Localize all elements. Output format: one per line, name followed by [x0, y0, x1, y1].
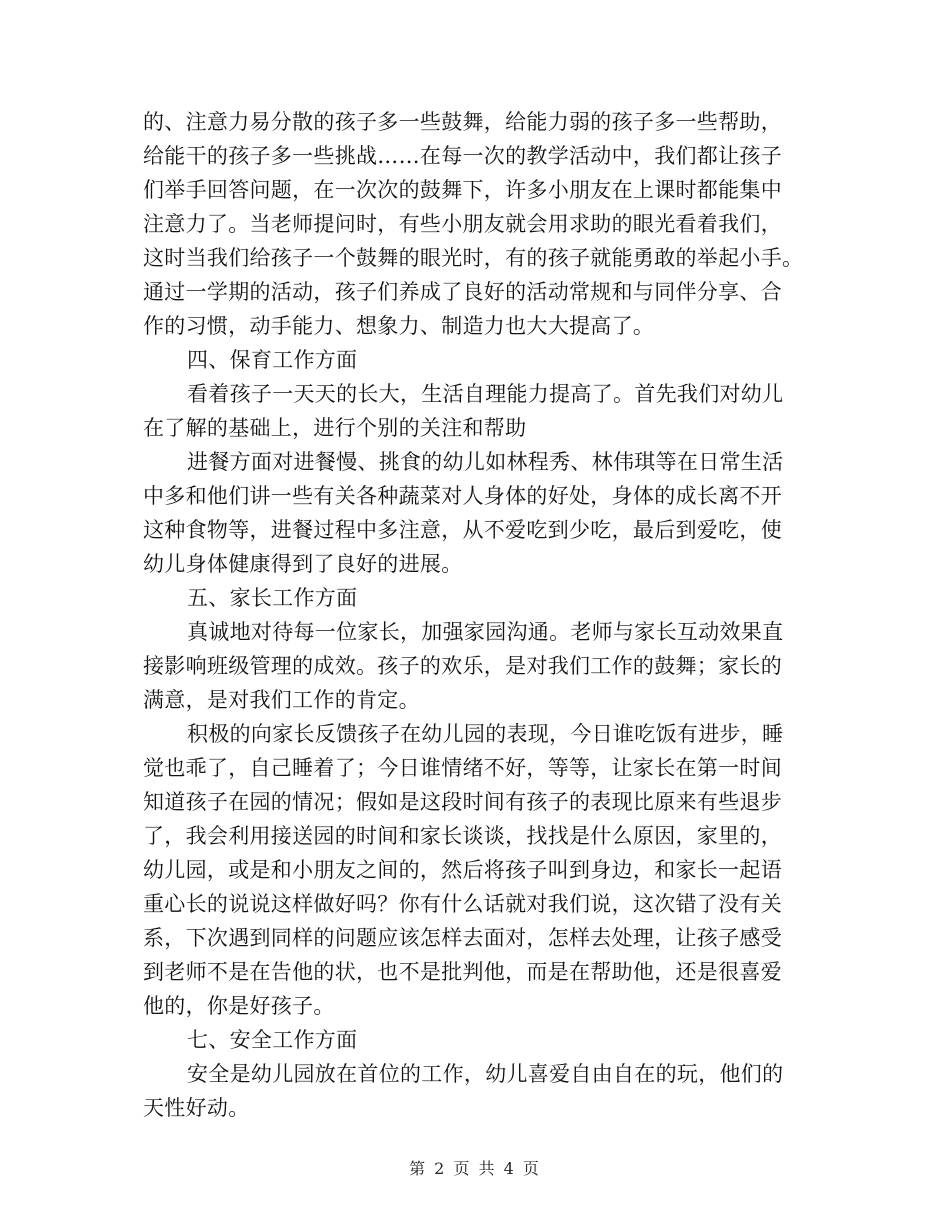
text-line: 安全是幼儿园放在首位的工作，幼儿喜爱自由自在的玩，他们的: [187, 1062, 784, 1086]
text-line: 进餐方面对进餐慢、挑食的幼儿如林程秀、林伟琪等在日常生活: [187, 450, 784, 474]
text-line: 积极的向家长反馈孩子在幼儿园的表现，今日谁吃饭有进步，睡: [187, 722, 784, 746]
text-line: 给能干的孩子多一些挑战……在每一次的教学活动中，我们都让孩子: [143, 144, 782, 168]
document-body: [143, 105, 813, 1125]
text-line: 幼儿园，或是和小朋友之间的，然后将孩子叫到身边，和家长一起语: [143, 858, 782, 882]
text-line: 知道孩子在园的情况；假如是这段时间有孩子的表现比原来有些退步: [143, 790, 782, 814]
text-line: 到老师不是在告他的状，也不是批判他，而是在帮助他，还是很喜爱: [143, 960, 782, 984]
text-line: 重心长的说说这样做好吗？你有什么话就对我们说，这次错了没有关: [143, 892, 782, 916]
text-line: 在了解的基础上，进行个别的关注和帮助: [143, 416, 527, 440]
text-line: 的、注意力易分散的孩子多一些鼓舞，给能力弱的孩子多一些帮助，: [143, 110, 782, 134]
text-line: 作的习惯，动手能力、想象力、制造力也大大提高了。: [143, 314, 655, 338]
text-line: 们举手回答问题，在一次次的鼓舞下，许多小朋友在上课时都能集中: [143, 178, 782, 202]
text-line: 他的，你是好孩子。: [143, 994, 335, 1018]
text-line: 通过一学期的活动，孩子们养成了良好的活动常规和与同伴分享、合: [143, 280, 782, 304]
text-line: 接影响班级管理的成效。孩子的欢乐，是对我们工作的鼓舞；家长的: [143, 654, 782, 678]
text-line: 天性好动。: [143, 1096, 250, 1120]
text-line: 觉也乖了，自己睡着了；今日谁情绪不好，等等，让家长在第一时间: [143, 756, 782, 780]
text-line: 真诚地对待每一位家长，加强家园沟通。老师与家长互动效果直: [187, 620, 784, 644]
text-line: 五、家长工作方面: [187, 586, 358, 610]
text-line: 这种食物等，进餐过程中多注意，从不爱吃到少吃，最后到爱吃，使: [143, 518, 782, 542]
text-line: 满意，是对我们工作的肯定。: [143, 688, 420, 712]
text-line: 了，我会利用接送园的时间和家长谈谈，找找是什么原因，家里的，: [143, 824, 782, 848]
text-line: 看着孩子一天天的长大，生活自理能力提高了。首先我们对幼儿: [187, 382, 784, 406]
text-line: 七、安全工作方面: [187, 1028, 358, 1052]
text-line: 系，下次遇到同样的问题应该怎样去面对，怎样去处理，让孩子感受: [143, 926, 782, 950]
text-line: 注意力了。当老师提问时，有些小朋友就会用求助的眼光看着我们，: [143, 212, 782, 236]
text-line: 幼儿身体健康得到了良好的进展。: [143, 552, 463, 576]
text-line: 四、保育工作方面: [187, 348, 358, 372]
text-line: 中多和他们讲一些有关各种蔬菜对人身体的好处，身体的成长离不开: [143, 484, 782, 508]
text-line: 这时当我们给孩子一个鼓舞的眼光时，有的孩子就能勇敢的举起小手。: [143, 246, 804, 270]
page-footer: 第 2 页 共 4 页: [409, 1159, 541, 1178]
